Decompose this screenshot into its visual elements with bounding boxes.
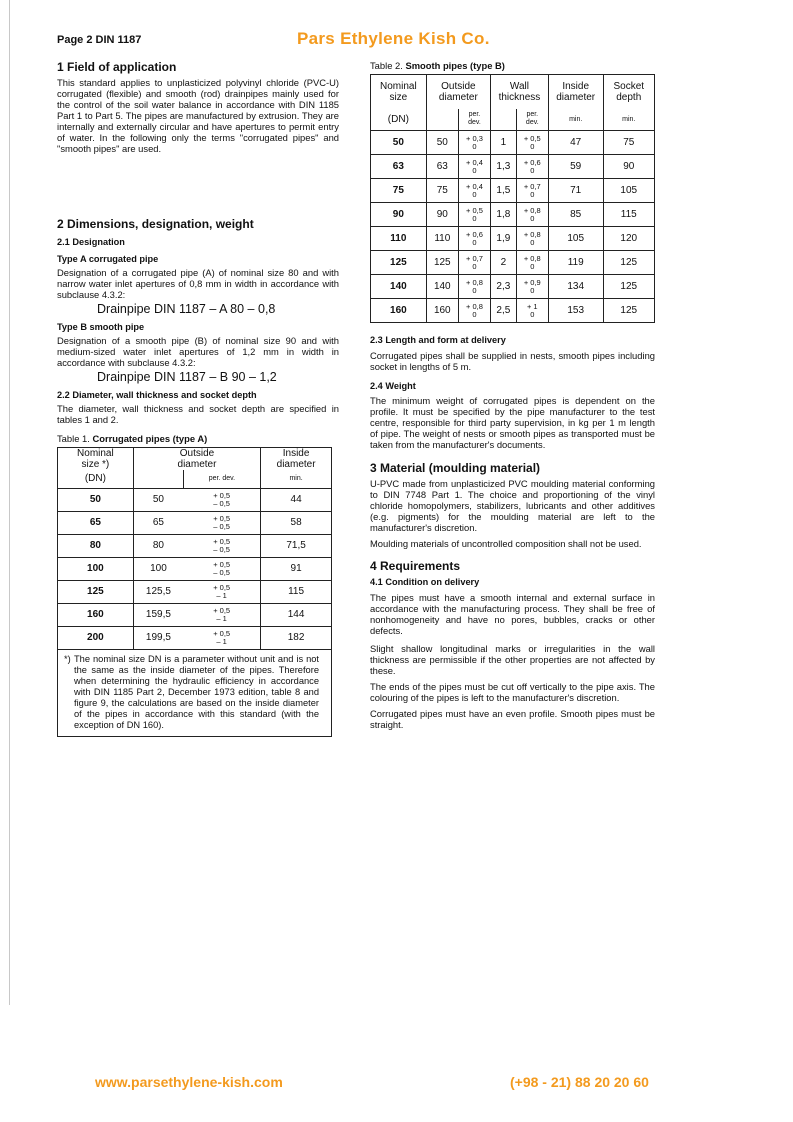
t2-wt: 1,5: [491, 179, 517, 203]
t2-head-sd-min: min.: [603, 109, 654, 131]
section-1-title: 1 Field of application: [57, 60, 177, 74]
t1-tolerance: [183, 488, 261, 511]
page-label: Page 2 DIN 1187: [57, 34, 142, 46]
table-row: [58, 511, 332, 534]
t2-wt-tolerance: [516, 155, 548, 179]
t2-id: 71: [548, 179, 603, 203]
t1-dn: 50: [58, 488, 134, 511]
t2-wt-tol-upper: + 0,8: [523, 229, 541, 239]
t1-tolerance: [183, 626, 261, 649]
footer-phone: (+98 - 21) 88 20 20 60: [510, 1074, 649, 1090]
t1-tol-lower: – 0,5: [213, 521, 230, 531]
t1-head-outside: Outside diameter: [133, 448, 260, 471]
t2-head-dn: (DN): [371, 109, 427, 131]
section-2-title: 2 Dimensions, designation, weight: [57, 217, 254, 231]
t1-id: 71,5: [261, 534, 332, 557]
t1-tol-upper: + 0,5: [213, 513, 231, 523]
t2-dn: 90: [371, 203, 427, 227]
t1-id: 144: [261, 603, 332, 626]
t2-wt-tol-upper: + 0,9: [523, 277, 541, 287]
t2-od-tolerance: [458, 203, 490, 227]
t1-tol-lower: – 1: [216, 590, 227, 600]
t1-dn: 160: [58, 603, 134, 626]
t1-head-min: min.: [261, 470, 332, 488]
table-row: [58, 626, 332, 649]
t1-tolerance: [183, 511, 261, 534]
section-4-p2: Slight shallow longitudinal marks or irregularities in the wall thickness are permissible if the other properties are not affected by these.: [370, 643, 655, 676]
t2-od-tol-lower: 0: [472, 141, 477, 151]
t2-id: 134: [548, 275, 603, 299]
section-3-title: 3 Material (moulding material): [370, 461, 541, 475]
t2-wt: 1,3: [491, 155, 517, 179]
t2-od-tol-lower: 0: [472, 189, 477, 199]
t1-tol-lower: – 1: [216, 613, 227, 623]
t2-wt-tolerance: [516, 131, 548, 155]
t1-tol-lower: – 1: [216, 636, 227, 646]
t2-sd: 125: [603, 275, 654, 299]
t1-id: 91: [261, 557, 332, 580]
type-b-title: Type B smooth pipe: [57, 322, 145, 332]
brand-name: Pars Ethylene Kish Co.: [297, 29, 490, 48]
t1-dn: 80: [58, 534, 134, 557]
table-1-caption: Table 1. Corrugated pipes (type A): [57, 433, 208, 444]
t2-od: 63: [426, 155, 458, 179]
table-row: [371, 155, 655, 179]
t1-tol-upper: + 0,5: [213, 536, 231, 546]
t2-sd: 120: [603, 227, 654, 251]
t2-od: 90: [426, 203, 458, 227]
t2-od-tol-lower: 0: [472, 309, 477, 319]
t1-tol-upper: + 0,5: [213, 582, 231, 592]
t2-wt: 2: [491, 251, 517, 275]
t2-wt: 1: [491, 131, 517, 155]
t2-sd: 115: [603, 203, 654, 227]
t2-od-tol-upper: + 0,8: [465, 301, 483, 311]
t2-wt-tolerance: [516, 299, 548, 323]
table-row: [371, 275, 655, 299]
t2-od-tol-upper: + 0,4: [465, 181, 483, 191]
t1-tol-upper: + 0,5: [213, 605, 231, 615]
t1-head-perdev: per. dev.: [183, 470, 261, 488]
t2-od-tolerance: [458, 275, 490, 299]
t1-tolerance: [183, 580, 261, 603]
t2-od: 140: [426, 275, 458, 299]
t1-od: 100: [133, 557, 183, 580]
t2-od-tol-lower: 0: [472, 213, 477, 223]
t2-wt-tolerance: [516, 251, 548, 275]
t2-od-tol-upper: + 0,7: [465, 253, 483, 263]
table-1: [57, 447, 332, 737]
t2-head-inside: Inside diameter: [548, 75, 603, 109]
t2-wt-tolerance: [516, 203, 548, 227]
t1-tol-upper: + 0,5: [213, 628, 231, 638]
t1-tolerance: [183, 534, 261, 557]
t2-wt-tol-upper: + 0,7: [523, 181, 541, 191]
t2-od-tolerance: [458, 155, 490, 179]
t2-id: 85: [548, 203, 603, 227]
table-row: [371, 251, 655, 275]
t1-dn: 100: [58, 557, 134, 580]
t1-od: 159,5: [133, 603, 183, 626]
t2-sd: 125: [603, 299, 654, 323]
t1-od: 50: [133, 488, 183, 511]
t1-dn: 125: [58, 580, 134, 603]
table-row: [58, 580, 332, 603]
t1-dn: 65: [58, 511, 134, 534]
t2-wt-tol-lower: 0: [530, 285, 535, 295]
t1-head-inside: Inside diameter: [261, 448, 332, 471]
t2-id: 105: [548, 227, 603, 251]
t2-wt-tol-upper: + 1: [526, 301, 538, 311]
right-column: [370, 60, 655, 735]
type-a-formula: Drainpipe DIN 1187 – A 80 – 0,8: [97, 302, 276, 316]
t2-od-tolerance: [458, 251, 490, 275]
t2-dn: 50: [371, 131, 427, 155]
t2-wt-tolerance: [516, 275, 548, 299]
type-b-formula: Drainpipe DIN 1187 – B 90 – 1,2: [97, 370, 277, 384]
t2-od: 160: [426, 299, 458, 323]
t2-wt-tol-lower: 0: [530, 261, 535, 271]
t1-dn: 200: [58, 626, 134, 649]
t2-dn: 125: [371, 251, 427, 275]
t2-id: 153: [548, 299, 603, 323]
section-2-2-title: 2.2 Diameter, wall thickness and socket depth: [57, 390, 257, 400]
t2-wt-tol-lower: 0: [530, 309, 535, 319]
t2-wt: 2,3: [491, 275, 517, 299]
section-4-title: 4 Requirements: [370, 559, 461, 573]
section-3-p2: Moulding materials of uncontrolled composition shall not be used.: [370, 538, 642, 549]
section-2-3-title: 2.3 Length and form at delivery: [370, 335, 506, 345]
t2-wt-tol-lower: 0: [530, 237, 535, 247]
t1-tol-lower: – 0,5: [213, 498, 230, 508]
t1-id: 182: [261, 626, 332, 649]
left-column: [57, 60, 339, 737]
section-4-p1: The pipes must have a smooth internal and external surface in accordance with the manufacturing process. They shall be free of nonhomogeneity and have no pores, bubbles, cracks or other defects.: [370, 592, 655, 636]
t1-note: [58, 649, 332, 736]
t2-sd: 90: [603, 155, 654, 179]
section-4-p3: The ends of the pipes must be cut off vertically to the pipe axis. The colouring of the pipes is left to the manufacturer's discretion.: [370, 681, 655, 703]
t2-od-tolerance: [458, 131, 490, 155]
t2-head-od-perdev: per. dev.: [458, 109, 490, 131]
section-3-p1: U-PVC made from unplasticized PVC moulding material conforming to DIN 7748 Part 1. The choice and proportioning of the vinyl chloride homopolymers, stabilizers, lubricants and other additives (e.g. pigments) for the moulding material are left to the manufacturer's discretion.: [370, 478, 655, 533]
t2-sd: 125: [603, 251, 654, 275]
t1-od: 125,5: [133, 580, 183, 603]
t2-head-wall: Wall thickness: [491, 75, 549, 109]
t2-od-tol-lower: 0: [472, 165, 477, 175]
t2-dn: 75: [371, 179, 427, 203]
t2-od: 125: [426, 251, 458, 275]
t2-od-tol-upper: + 0,3: [465, 133, 483, 143]
type-a-text: Designation of a corrugated pipe (A) of nominal size 80 and with narrow water inlet apertures of 0,8 mm in width in accordance with subclause 4.3.2:: [57, 267, 339, 300]
t2-od-tolerance: [458, 227, 490, 251]
t2-head-id-min: min.: [548, 109, 603, 131]
t2-wt-tolerance: [516, 179, 548, 203]
t2-head-nominal: Nominal size: [371, 75, 427, 109]
t2-od-tol-upper: + 0,4: [465, 157, 483, 167]
table-2-caption: Table 2. Smooth pipes (type B): [370, 60, 505, 71]
t1-tol-upper: + 0,5: [213, 490, 231, 500]
t2-od-tol-lower: 0: [472, 261, 477, 271]
t1-head-dn: (DN): [58, 470, 134, 488]
t2-wt: 1,8: [491, 203, 517, 227]
t1-id: 44: [261, 488, 332, 511]
t2-head-wt-perdev: per. dev.: [516, 109, 548, 131]
t1-tol-lower: – 0,5: [213, 567, 230, 577]
t2-od-tolerance: [458, 179, 490, 203]
t2-id: 59: [548, 155, 603, 179]
t2-id: 119: [548, 251, 603, 275]
t2-wt-tol-lower: 0: [530, 165, 535, 175]
section-2-3-text: Corrugated pipes shall be supplied in nests, smooth pipes including socket in lengths of 5 m.: [370, 350, 655, 372]
table-2: [370, 74, 655, 323]
t2-id: 47: [548, 131, 603, 155]
t1-od: 65: [133, 511, 183, 534]
section-2-1-title: 2.1 Designation: [57, 237, 125, 247]
t1-od: 199,5: [133, 626, 183, 649]
t2-head-socket: Socket depth: [603, 75, 654, 109]
type-a-title: Type A corrugated pipe: [57, 254, 159, 264]
t2-od: 110: [426, 227, 458, 251]
t2-sd: 105: [603, 179, 654, 203]
t2-od-tol-upper: + 0,8: [465, 277, 483, 287]
t2-wt-tol-lower: 0: [530, 213, 535, 223]
t2-head-outside: Outside diameter: [426, 75, 490, 109]
t2-od-tol-lower: 0: [472, 237, 477, 247]
t2-od-tol-upper: + 0,5: [465, 205, 483, 215]
t2-od: 75: [426, 179, 458, 203]
scan-margin-line: [9, 0, 10, 1005]
t2-wt-tol-upper: + 0,5: [523, 133, 541, 143]
t2-od-tol-upper: + 0,6: [465, 229, 483, 239]
section-1-text: This standard applies to unplasticized polyvinyl chloride (PVC-U) corrugated (flexible) and smooth (rod) drainpipes mainly used for the control of the soil water balance in accordance with DIN 1185 Part 1 to Part 5. The pipes are manufactured by extrusion. They are internally and externally circular and have apertures to permit entry of water. In the following only the terms "corrugated pipes" and "smooth pipes" are used.: [57, 77, 339, 154]
table-row: [58, 534, 332, 557]
t2-od-tol-lower: 0: [472, 285, 477, 295]
section-4-p4: Corrugated pipes must have an even profile. Smooth pipes must be straight.: [370, 708, 655, 730]
t2-dn: 63: [371, 155, 427, 179]
table-row: [371, 203, 655, 227]
t1-id: 115: [261, 580, 332, 603]
t1-tolerance: [183, 603, 261, 626]
table-row: [371, 227, 655, 251]
section-2-2-text: The diameter, wall thickness and socket depth are specified in tables 1 and 2.: [57, 403, 339, 425]
t2-dn: 110: [371, 227, 427, 251]
t2-wt-tol-upper: + 0,8: [523, 205, 541, 215]
t2-wt-tol-upper: + 0,8: [523, 253, 541, 263]
t2-wt-tolerance: [516, 227, 548, 251]
table-row: [371, 131, 655, 155]
t1-note-text: The nominal size DN is a parameter without unit and is not the same as the inside diameter of the pipes. Therefore when determining the hydraulic efficiency in accordance with DIN 1185 Part 2, December 1973 edition, table 8 and figure 9, the calculations are based on the inside diameter of the pipes in accordance with this standard (with the exception of DN 160).: [74, 653, 319, 730]
t1-tol-lower: – 0,5: [213, 544, 230, 554]
t2-dn: 160: [371, 299, 427, 323]
t2-wt-tol-upper: + 0,6: [523, 157, 541, 167]
t1-id: 58: [261, 511, 332, 534]
t1-od: 80: [133, 534, 183, 557]
section-2-4-title: 2.4 Weight: [370, 381, 416, 391]
t2-sd: 75: [603, 131, 654, 155]
section-4-1-title: 4.1 Condition on delivery: [370, 577, 480, 587]
t2-wt: 1,9: [491, 227, 517, 251]
section-2-4-text: The minimum weight of corrugated pipes is dependent on the profile. It must be specified by the pipe manufacturer to the test centre, responsible for third party supervision, in kg per 1 m length of pipe. The weight of nests or smooth pipes as transported must be taken from the manufacturer's documents.: [370, 395, 655, 450]
table-row: [371, 179, 655, 203]
t2-dn: 140: [371, 275, 427, 299]
type-b-text: Designation of a smooth pipe (B) of nominal size 90 and with medium-sized water inlet apertures of 1,2 mm in width in accordance with subclause 4.3.2:: [57, 335, 339, 368]
footer-website[interactable]: www.parsethylene-kish.com: [95, 1074, 283, 1090]
t1-note-star: *): [64, 653, 71, 664]
t2-od: 50: [426, 131, 458, 155]
t2-wt-tol-lower: 0: [530, 141, 535, 151]
table-row: [58, 557, 332, 580]
table-row: [58, 488, 332, 511]
table-row: [371, 299, 655, 323]
t2-wt: 2,5: [491, 299, 517, 323]
t1-tolerance: [183, 557, 261, 580]
t1-head-nominal: Nominal size *): [58, 448, 134, 471]
t2-od-tolerance: [458, 299, 490, 323]
t2-wt-tol-lower: 0: [530, 189, 535, 199]
t1-tol-upper: + 0,5: [213, 559, 231, 569]
table-row: [58, 603, 332, 626]
